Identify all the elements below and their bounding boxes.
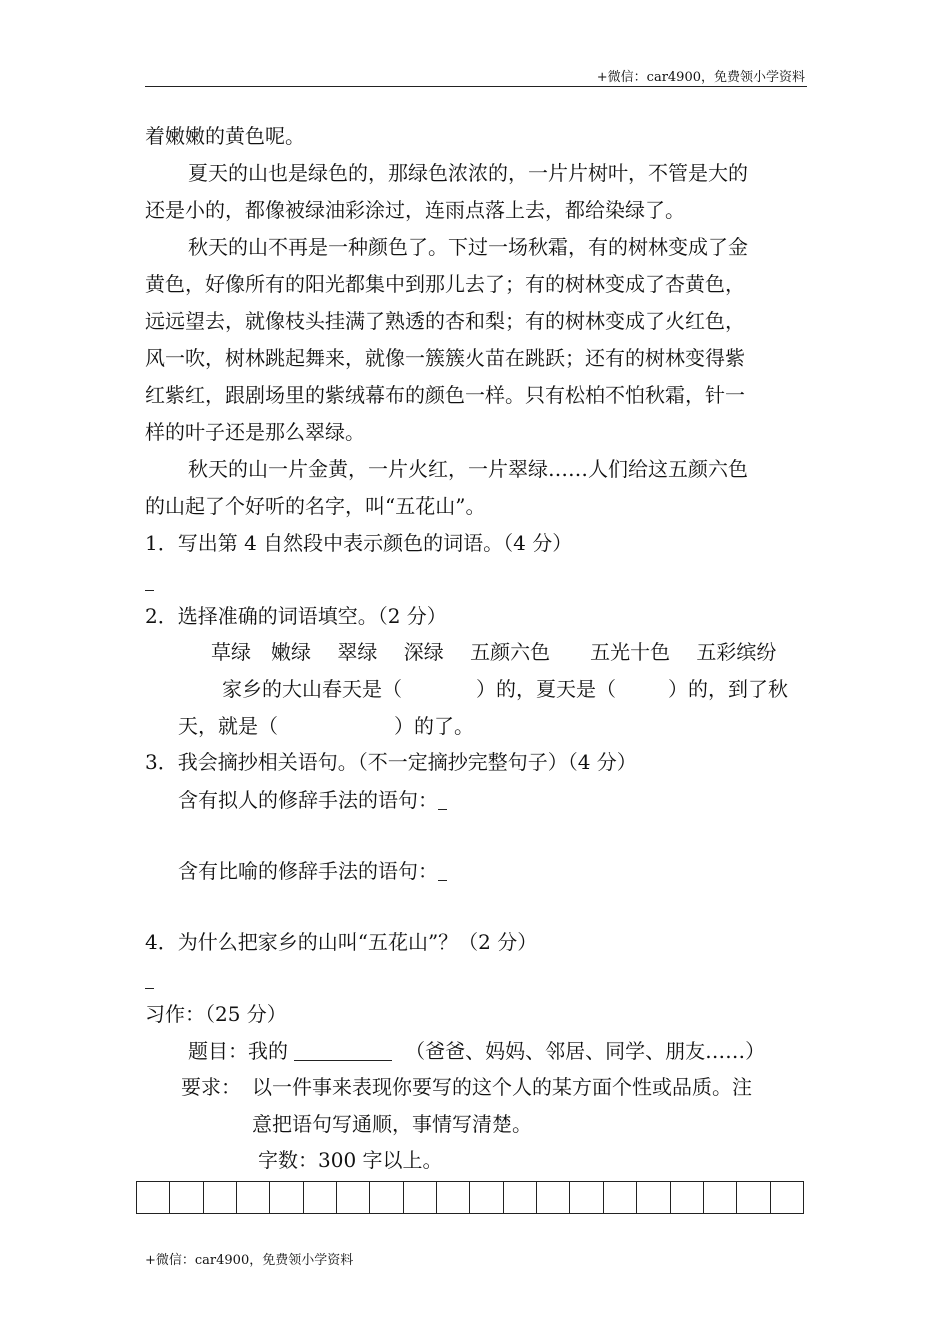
answer-blank-personification[interactable] bbox=[438, 789, 447, 810]
grid-cell[interactable] bbox=[437, 1182, 470, 1213]
metaphor-prompt bbox=[178, 859, 447, 883]
grid-cell[interactable] bbox=[504, 1182, 537, 1213]
word-count: 字数：300 字以上。 bbox=[258, 1148, 443, 1172]
personification-prompt bbox=[178, 788, 447, 812]
prompt-text: 含有比喻的修辞手法的语句： bbox=[178, 859, 438, 883]
grid-cell[interactable] bbox=[771, 1182, 803, 1213]
composition-title bbox=[188, 1038, 765, 1063]
passage-line: 样的叶子还是那么翠绿。 bbox=[145, 420, 365, 444]
requirement-line: 以一件事来表现你要写的这个人的某方面个性或品质。注 bbox=[252, 1075, 752, 1099]
grid-cell[interactable] bbox=[270, 1182, 303, 1213]
grid-cell[interactable] bbox=[604, 1182, 637, 1213]
answer-blank-4[interactable] bbox=[145, 988, 154, 989]
passage-line: 远远望去，就像枝头挂满了熟透的杏和梨；有的树林变成了火红色， bbox=[145, 309, 745, 333]
grid-cell[interactable] bbox=[337, 1182, 370, 1213]
fill-sentence-2 bbox=[178, 714, 474, 738]
fill-sentence-1 bbox=[222, 677, 788, 701]
page-header: +微信：car4900，免费领小学资料 bbox=[596, 70, 805, 85]
grid-cell[interactable] bbox=[137, 1182, 170, 1213]
question-4: 4．为什么把家乡的山叫“五花山”？（2 分） bbox=[145, 930, 538, 954]
grid-cell[interactable] bbox=[537, 1182, 570, 1213]
requirement-label: 要求： bbox=[181, 1075, 241, 1099]
question-1: 1．写出第 4 自然段中表示颜色的词语。（4 分） bbox=[145, 531, 573, 555]
question-3: 3．我会摘抄相关语句。（不一定摘抄完整句子）（4 分） bbox=[145, 750, 637, 774]
writing-grid[interactable] bbox=[136, 1181, 804, 1214]
grid-cell[interactable] bbox=[404, 1182, 437, 1213]
passage-line: 的山起了个好听的名字，叫“五花山”。 bbox=[145, 494, 486, 518]
passage-line: 夏天的山也是绿色的，那绿色浓浓的，一片片树叶，不管是大的 bbox=[188, 161, 748, 185]
fill-text: 天，就是（ bbox=[178, 714, 278, 738]
grid-cell[interactable] bbox=[170, 1182, 203, 1213]
grid-cell[interactable] bbox=[737, 1182, 770, 1213]
grid-cell[interactable] bbox=[704, 1182, 737, 1213]
grid-cell[interactable] bbox=[204, 1182, 237, 1213]
requirement-line: 意把语句写通顺，事情写清楚。 bbox=[252, 1112, 532, 1136]
word-bank: 草绿 嫩绿 翠绿 深绿 五颜六色 五光十色 五彩缤纷 bbox=[211, 640, 777, 664]
prompt-text: 含有拟人的修辞手法的语句： bbox=[178, 788, 438, 812]
passage-line: 秋天的山不再是一种颜色了。下过一场秋霜，有的树林变成了金 bbox=[188, 235, 748, 259]
answer-blank-metaphor[interactable] bbox=[438, 860, 447, 881]
passage-line: 秋天的山一片金黄，一片火红，一片翠绿……人们给这五颜六色 bbox=[188, 457, 748, 481]
passage-line: 还是小的，都像被绿油彩涂过，连雨点落上去，都给染绿了。 bbox=[145, 198, 685, 222]
fill-text: ）的，到了秋 bbox=[668, 677, 788, 701]
fill-text: ）的，夏天是（ bbox=[476, 677, 616, 701]
answer-blank-1[interactable] bbox=[145, 590, 154, 591]
grid-cell[interactable] bbox=[470, 1182, 503, 1213]
question-2: 2．选择准确的词语填空。（2 分） bbox=[145, 604, 447, 628]
title-label: 题目：我的 bbox=[188, 1039, 288, 1063]
header-divider bbox=[145, 86, 807, 87]
passage-line: 黄色，好像所有的阳光都集中到那儿去了；有的树林变成了杏黄色， bbox=[145, 272, 745, 296]
passage-line: 风一吹，树林跳起舞来，就像一簇簇火苗在跳跃；还有的树林变得紫 bbox=[145, 346, 745, 370]
title-options: （爸爸、妈妈、邻居、同学、朋友……） bbox=[405, 1039, 766, 1063]
fill-text: ）的了。 bbox=[394, 714, 474, 738]
grid-cell[interactable] bbox=[570, 1182, 603, 1213]
grid-cell[interactable] bbox=[637, 1182, 670, 1213]
grid-cell[interactable] bbox=[671, 1182, 704, 1213]
composition-heading: 习作：（25 分） bbox=[145, 1002, 287, 1026]
grid-cell[interactable] bbox=[304, 1182, 337, 1213]
title-blank[interactable] bbox=[294, 1038, 392, 1061]
page-footer: +微信：car4900，免费领小学资料 bbox=[145, 1253, 354, 1268]
fill-text: 家乡的大山春天是（ bbox=[222, 677, 402, 701]
grid-cell[interactable] bbox=[237, 1182, 270, 1213]
passage-line: 红紫红，跟剧场里的紫绒幕布的颜色一样。只有松柏不怕秋霜，针一 bbox=[145, 383, 745, 407]
passage-line: 着嫩嫩的黄色呢。 bbox=[145, 124, 305, 148]
grid-cell[interactable] bbox=[370, 1182, 403, 1213]
